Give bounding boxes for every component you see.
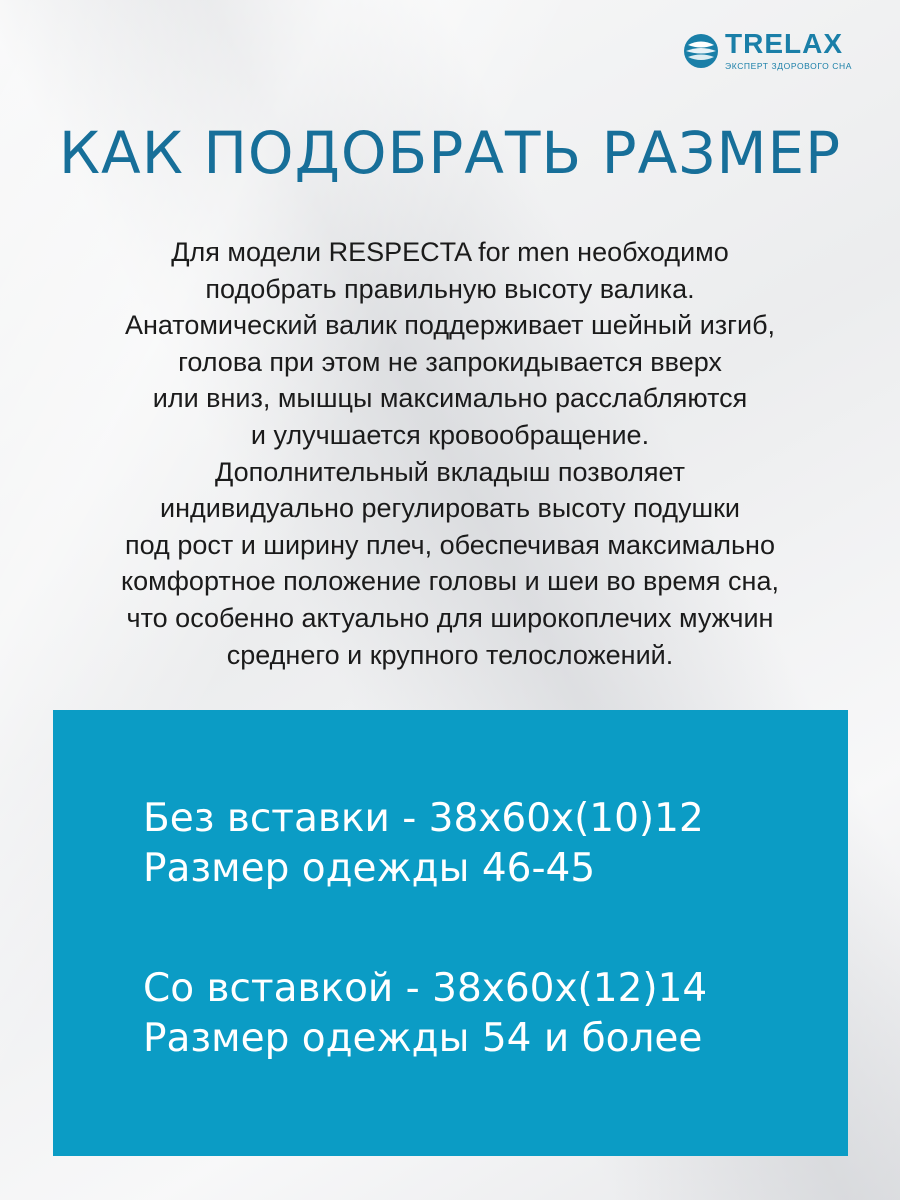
description-line: среднего и крупного телосложений.: [226, 639, 674, 670]
description-line: и улучшается кровообращение.: [250, 419, 650, 450]
description-line: индивидуально регулировать высоту подушки: [159, 493, 741, 524]
description-line: комфортное положение головы и шеи во время сна,: [121, 566, 779, 597]
description-line: что особенно актуально для широкоплечих мужчин: [126, 602, 774, 633]
size-option-with-insert: [143, 964, 707, 1064]
size-variant-label: Без вставки - 38x60x(10)12: [143, 796, 704, 841]
brand-logo: [683, 30, 852, 71]
clothing-size-label: Размер одежды 46-45: [143, 846, 596, 891]
description-line: под рост и ширину плеч, обеспечивая максимально: [125, 529, 775, 560]
description-line: подобрать правильную высоту валика.: [205, 273, 695, 304]
size-option-without-insert: [143, 794, 704, 894]
clothing-size-label: Размер одежды 54 и более: [143, 1016, 703, 1061]
size-info-panel: [53, 710, 848, 1156]
description-line: голова при этом не запрокидывается вверх: [178, 346, 722, 377]
brand-name: TRELAX: [725, 28, 844, 59]
description-text: [30, 234, 870, 673]
layered-pillow-logo-icon: [683, 33, 719, 69]
size-variant-label: Со вставкой - 38x60x(12)14: [143, 966, 708, 1011]
page-title: КАК ПОДОБРАТЬ РАЗМЕР: [58, 119, 842, 187]
description-line: Анатомический валик поддерживает шейный изгиб,: [124, 310, 776, 341]
description-line: Дополнительный вкладыш позволяет: [215, 456, 685, 487]
description-line: Для модели RESPECTA for men необходимо: [171, 237, 729, 267]
brand-tagline: ЭКСПЕРТ ЗДОРОВОГО СНА: [725, 61, 852, 71]
description-line: или вниз, мышцы максимально расслабляются: [152, 383, 748, 414]
